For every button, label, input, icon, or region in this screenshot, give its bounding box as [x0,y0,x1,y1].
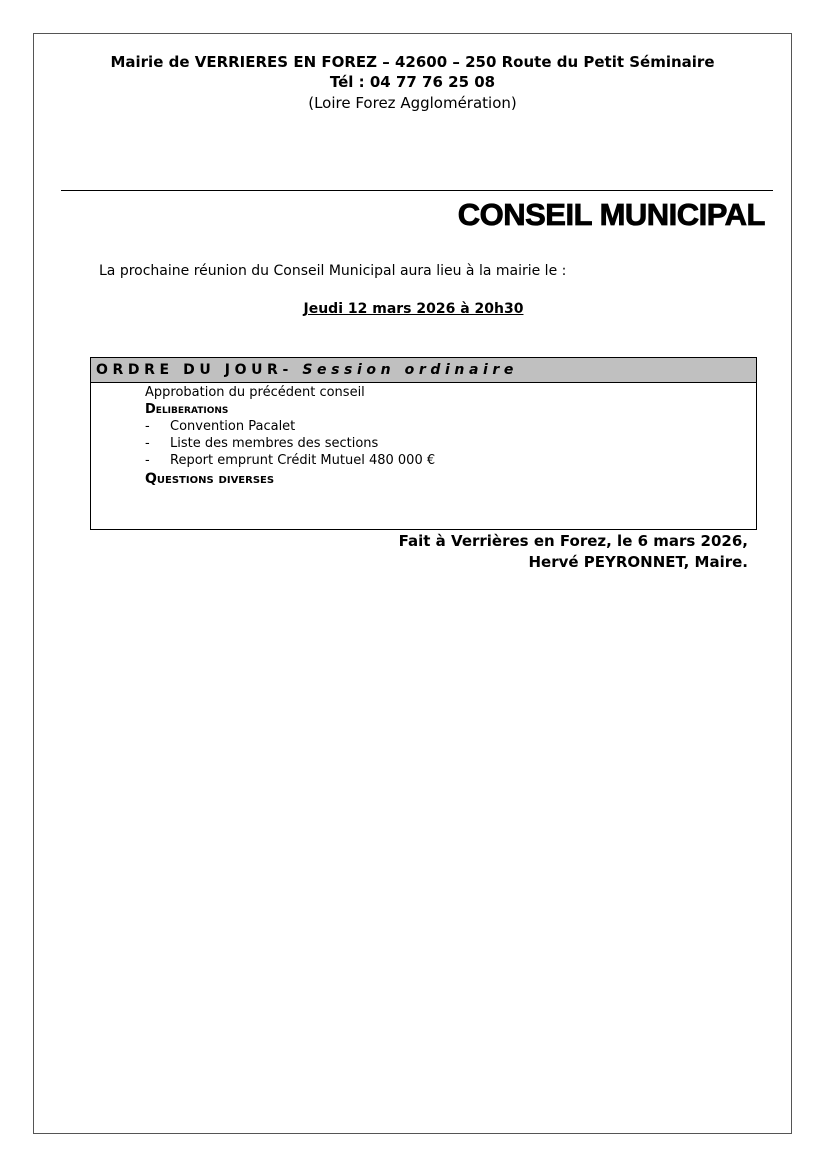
meeting-date: Jeudi 12 mars 2026 à 20h30 [303,301,524,317]
signature-place-date: Fait à Verrières en Forez, le 6 mars 2026, [398,532,748,550]
agenda-deliberations-label: Deliberations [145,402,229,417]
list-item: Liste des membres des sections [170,436,379,451]
page-title: CONSEIL MUNICIPAL [457,197,765,232]
signature-signatory: Hervé PEYRONNET, Maire. [528,553,748,571]
agenda-session-type: Session ordinaire [302,362,519,378]
agenda-approval: Approbation du précédent conseil [145,385,365,400]
agenda-heading [91,358,756,383]
title-rule [61,190,773,191]
header-address: Mairie de VERRIERES EN FOREZ – 42600 – 250 Route du Petit Séminaire [110,53,715,71]
list-item-dash: - [145,436,150,451]
intro-text: La prochaine réunion du Conseil Municipal aura lieu à la mairie le : [99,263,567,279]
header-phone: Tél : 04 77 76 25 08 [329,73,496,91]
agenda-questions-label: Questions diverses [145,471,275,487]
agenda-box [90,357,757,530]
list-item: Report emprunt Crédit Mutuel 480 000 € [170,453,436,468]
agenda-heading-label: ORDRE DU JOUR- [96,362,293,378]
header-agglomeration: (Loire Forez Agglomération) [308,94,517,112]
list-item-dash: - [145,453,150,468]
list-item-dash: - [145,419,150,434]
list-item: Convention Pacalet [170,419,296,434]
